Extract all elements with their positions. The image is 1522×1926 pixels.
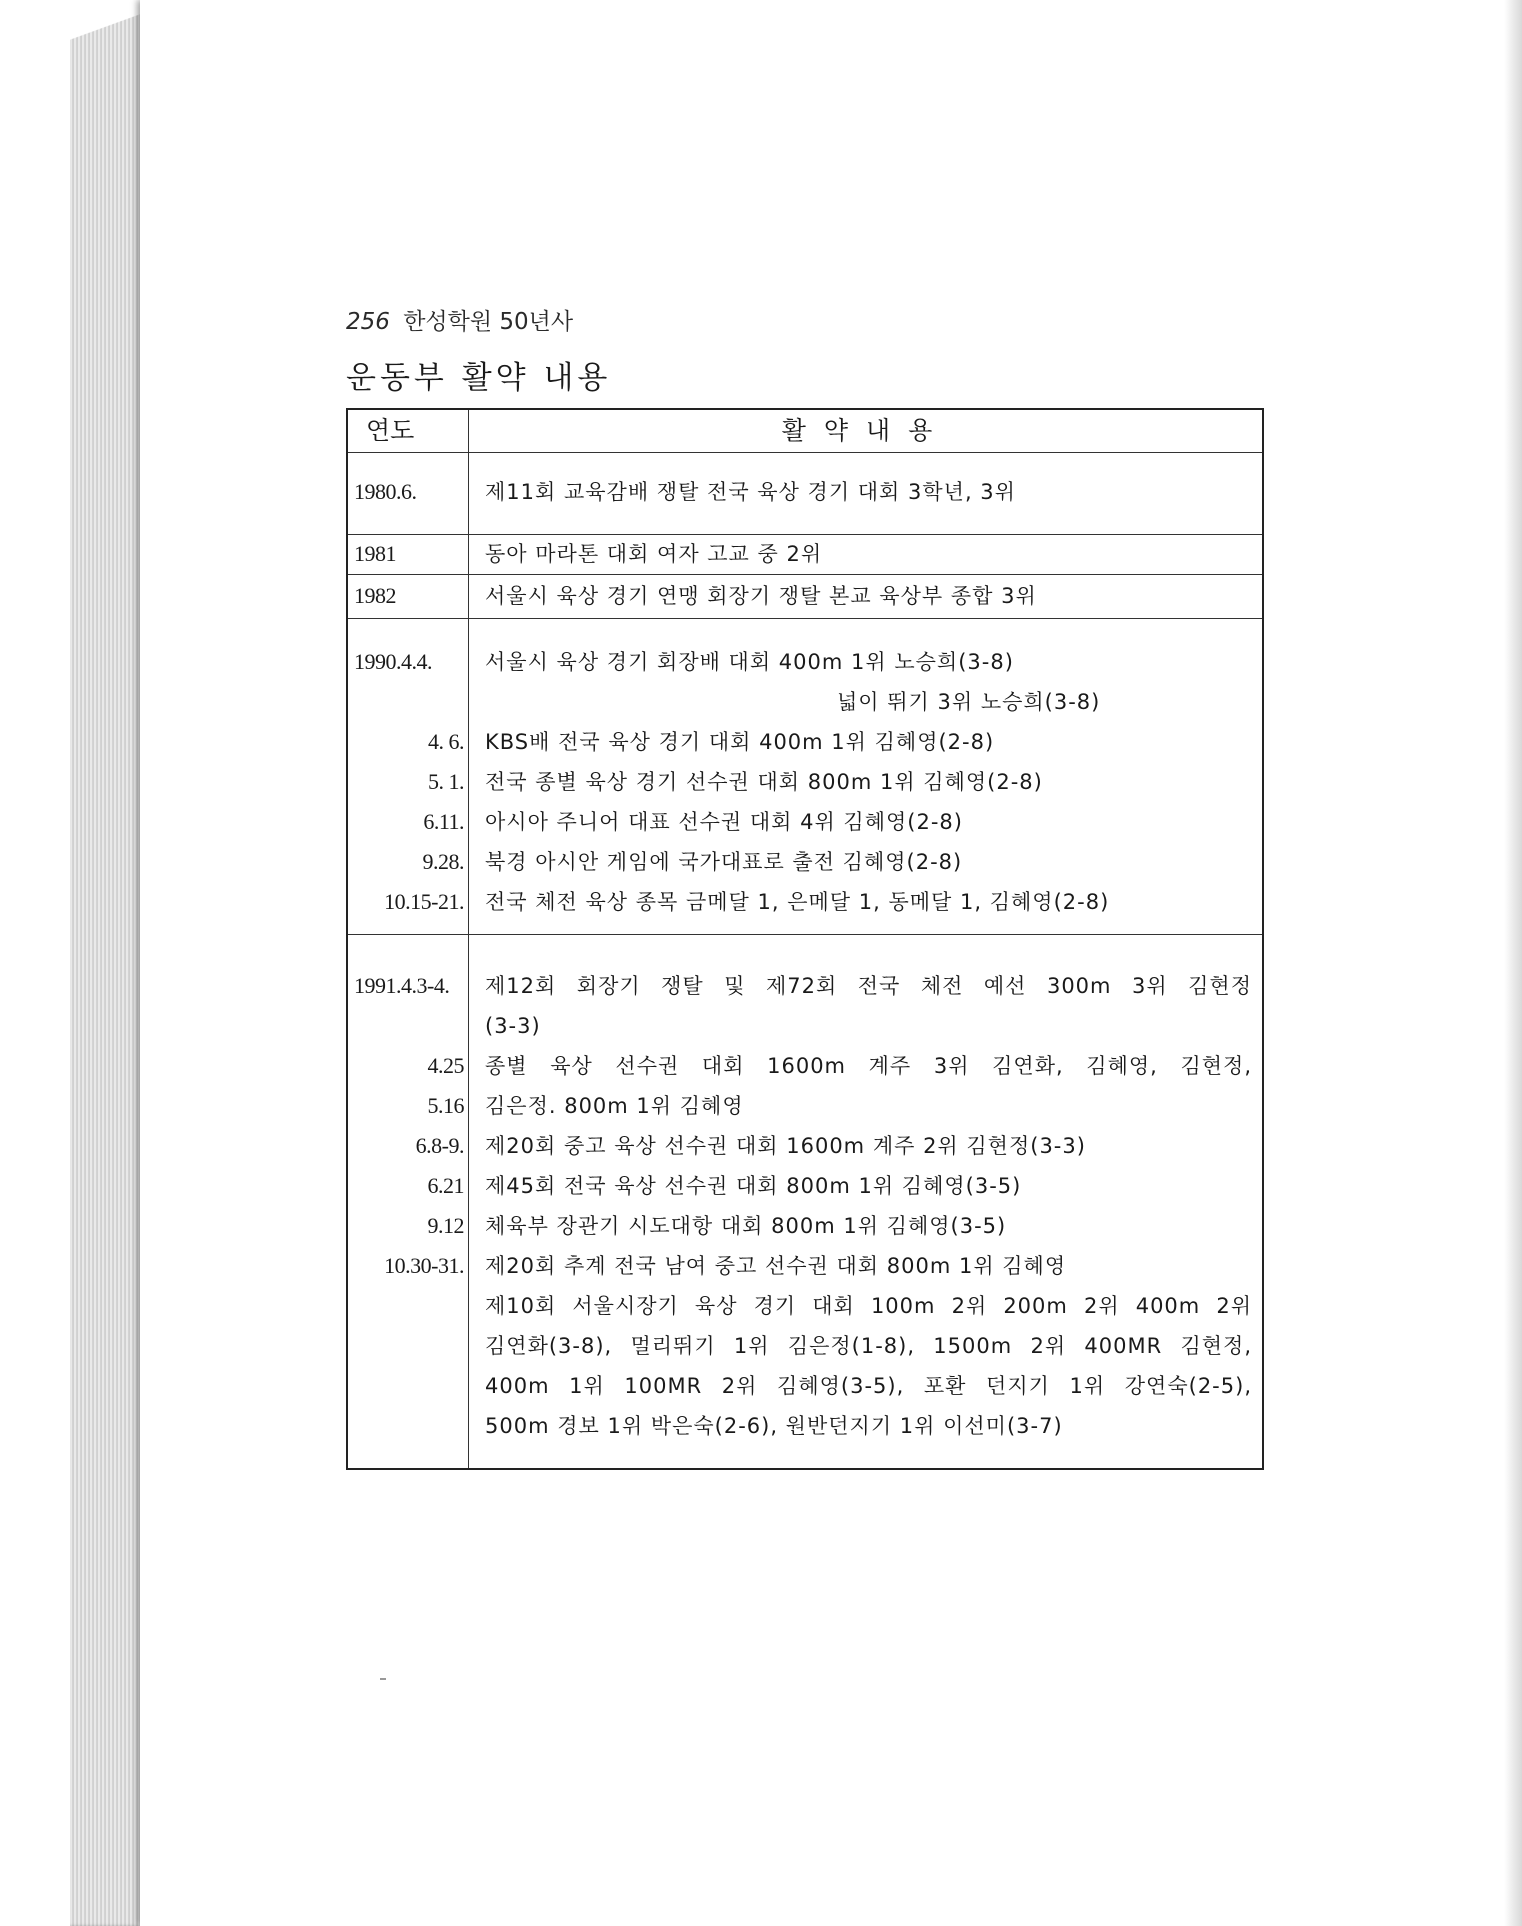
table-row <box>348 1126 1262 1166</box>
row-text: 전국 체전 육상 종목 금메달 1, 은메달 1, 동메달 1, 김혜영(2-8) <box>485 890 1110 914</box>
row-text: 400m 1위 100MR 2위 김혜영(3-5), 포환 던지기 1위 강연숙(2-5), <box>485 1374 1252 1398</box>
table-row <box>348 642 1262 682</box>
row-text: 500m 경보 1위 박은숙(2-6), 원반던지기 1위 이선미(3-7) <box>485 1414 1063 1438</box>
table-row <box>348 882 1262 922</box>
row-text: 전국 종별 육상 경기 선수권 대회 800m 1위 김혜영(2-8) <box>485 770 1043 794</box>
page-speck <box>380 1678 386 1680</box>
row-text: 동아 마라톤 대회 여자 고교 중 2위 <box>485 542 823 566</box>
row-year: 1990.4.4. <box>354 649 432 674</box>
row-year: 6.11. <box>423 809 464 834</box>
table-row <box>348 762 1262 802</box>
row-text: 종별 육상 선수권 대회 1600m 계주 3위 김연화, 김혜영, 김현정, <box>485 1054 1252 1078</box>
table-row <box>348 1006 1262 1046</box>
table-row <box>348 534 1262 574</box>
table-row <box>348 576 1262 616</box>
row-text: 북경 아시안 게임에 국가대표로 출전 김혜영(2-8) <box>485 850 963 874</box>
table-row <box>348 722 1262 762</box>
row-year: 1980.6. <box>354 479 417 504</box>
table-row <box>348 1046 1262 1086</box>
row-text: 제45회 전국 육상 선수권 대회 800m 1위 김혜영(3-5) <box>485 1174 1022 1198</box>
row-divider <box>348 618 1262 619</box>
row-text: 체육부 장관기 시도대항 대회 800m 1위 김혜영(3-5) <box>485 1214 1007 1238</box>
row-year: 6.8-9. <box>415 1133 464 1158</box>
row-year: 5. 1. <box>428 769 464 794</box>
table-row <box>348 802 1262 842</box>
table-row <box>348 682 1262 722</box>
row-year: 4.25 <box>427 1053 464 1078</box>
book-edge-corner <box>70 0 145 60</box>
row-text: 제20회 중고 육상 선수권 대회 1600m 계주 2위 김현정(3-3) <box>485 1134 1086 1158</box>
row-year: 6.21 <box>427 1173 464 1198</box>
row-year: 10.30-31. <box>384 1253 464 1278</box>
book-title: 한성학원 50년사 <box>403 309 574 335</box>
row-text: 제10회 서울시장기 육상 경기 대회 100m 2위 200m 2위 400m 2위 <box>485 1294 1252 1318</box>
row-year: 4. 6. <box>428 729 464 754</box>
page-number: 256 <box>346 309 390 335</box>
row-text: 서울시 육상 경기 회장배 대회 400m 1위 노승희(3-8) <box>485 650 1014 674</box>
table-row <box>348 966 1262 1006</box>
row-divider <box>348 934 1262 935</box>
row-text: 제11회 교육감배 쟁탈 전국 육상 경기 대회 3학년, 3위 <box>485 480 1016 504</box>
table-row <box>348 1166 1262 1206</box>
table-row <box>348 1326 1262 1366</box>
page-gutter-shadow <box>1504 0 1522 1926</box>
activity-table <box>346 408 1264 1470</box>
table-row <box>348 1406 1262 1446</box>
row-text: 서울시 육상 경기 연맹 회장기 쟁탈 본교 육상부 종합 3위 <box>485 584 1037 608</box>
table-row <box>348 1206 1262 1246</box>
row-year: 9.12 <box>427 1213 464 1238</box>
row-year: 9.28. <box>422 849 464 874</box>
row-text: (3-3) <box>485 1014 541 1038</box>
row-text: 김은정. 800m 1위 김혜영 <box>485 1094 744 1118</box>
table-row <box>348 1246 1262 1286</box>
header-year: 연도 <box>366 416 415 445</box>
section-title: 운동부 활약 내용 <box>346 360 612 396</box>
table-row <box>348 842 1262 882</box>
row-year: 1982 <box>354 583 396 608</box>
table-row <box>348 472 1262 512</box>
row-text: KBS배 전국 육상 경기 대회 400m 1위 김혜영(2-8) <box>485 730 995 754</box>
row-text: 넓이 뛰기 3위 노승희(3-8) <box>837 690 1101 714</box>
table-row <box>348 1086 1262 1126</box>
book-page-edges <box>70 0 145 1926</box>
table-row <box>348 1286 1262 1326</box>
header-activity: 활약내용 <box>781 416 951 445</box>
row-year: 10.15-21. <box>384 889 464 914</box>
header-divider <box>348 452 1262 453</box>
row-text: 김연화(3-8), 멀리뛰기 1위 김은정(1-8), 1500m 2위 400MR 김현정, <box>485 1334 1252 1358</box>
table-row <box>348 1366 1262 1406</box>
row-year: 1991.4.3-4. <box>354 973 450 998</box>
running-head <box>346 303 573 336</box>
row-text: 아시아 주니어 대표 선수권 대회 4위 김혜영(2-8) <box>485 810 963 834</box>
row-text: 제20회 추계 전국 남여 중고 선수권 대회 800m 1위 김혜영 <box>485 1254 1067 1278</box>
row-year: 5.16 <box>427 1093 464 1118</box>
row-text: 제12회 회장기 쟁탈 및 제72회 전국 체전 예선 300m 3위 김현정 <box>485 974 1252 998</box>
row-divider <box>348 574 1262 575</box>
row-year: 1981 <box>354 541 396 566</box>
